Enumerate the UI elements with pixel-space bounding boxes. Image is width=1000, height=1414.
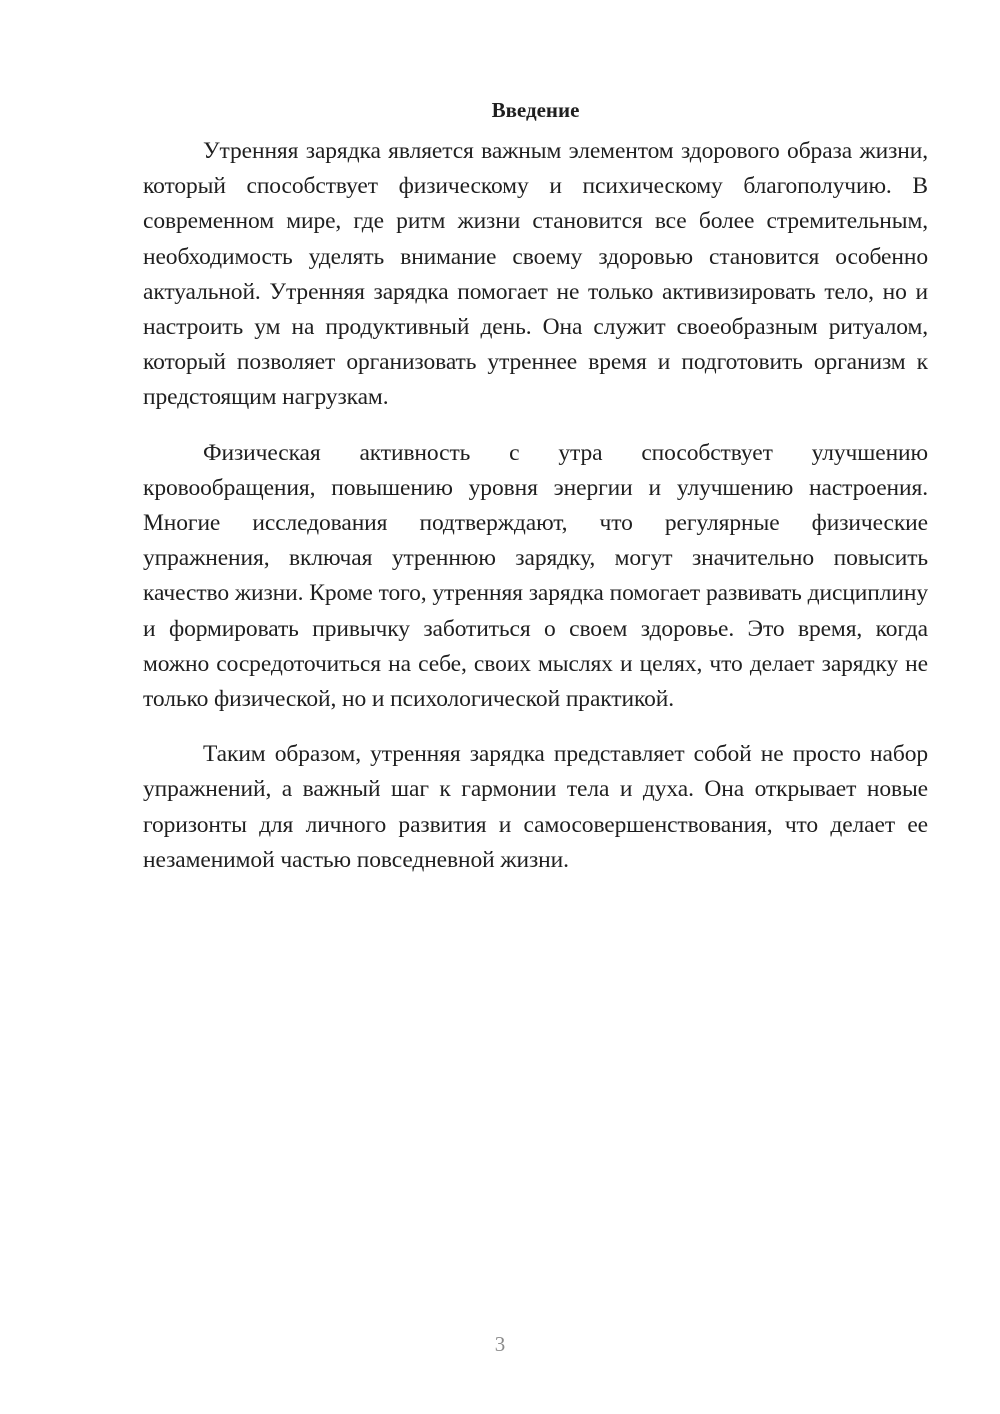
paragraph-3: Таким образом, утренняя зарядка представляет собой не просто набор упражнений, а важный шаг к гармонии тела и духа. Она открывает новые горизонты для личного развития и самосовершенствования, что делает ее незаменимой частью повседневной жизни. (143, 741, 928, 873)
paragraph-1: Утренняя зарядка является важным элементом здорового образа жизни, который способствует физическому и психическому благополучию. В современном мире, где ритм жизни становится все более стремительным, необходимость уделять внимание своему здоровью становится особенно актуальной. Утренняя зарядка помогает не только активизировать тело, но и настроить ум на продуктивный день. Она служит своеобразным ритуалом, который позволяет организовать утреннее время и подготовить организм к предстоящим нагрузкам. (143, 138, 928, 411)
page-title: Введение (491, 98, 580, 122)
page-content (143, 92, 928, 898)
paragraph-2: Физическая активность с утра способствует улучшению кровообращения, повышению уровня энергии и улучшению настроения. Многие исследования подтверждают, что регулярные физические упражнения, включая утреннюю зарядку, могут значительно повысить качество жизни. Кроме того, утренняя зарядка помогает развивать дисциплину и формировать привычку заботиться о своем здоровье. Это время, когда можно сосредоточиться на себе, своих мыслях и целях, что делает зарядку не только физической, но и психологической практикой. (143, 439, 928, 713)
page-number: 3 (494, 1332, 506, 1356)
